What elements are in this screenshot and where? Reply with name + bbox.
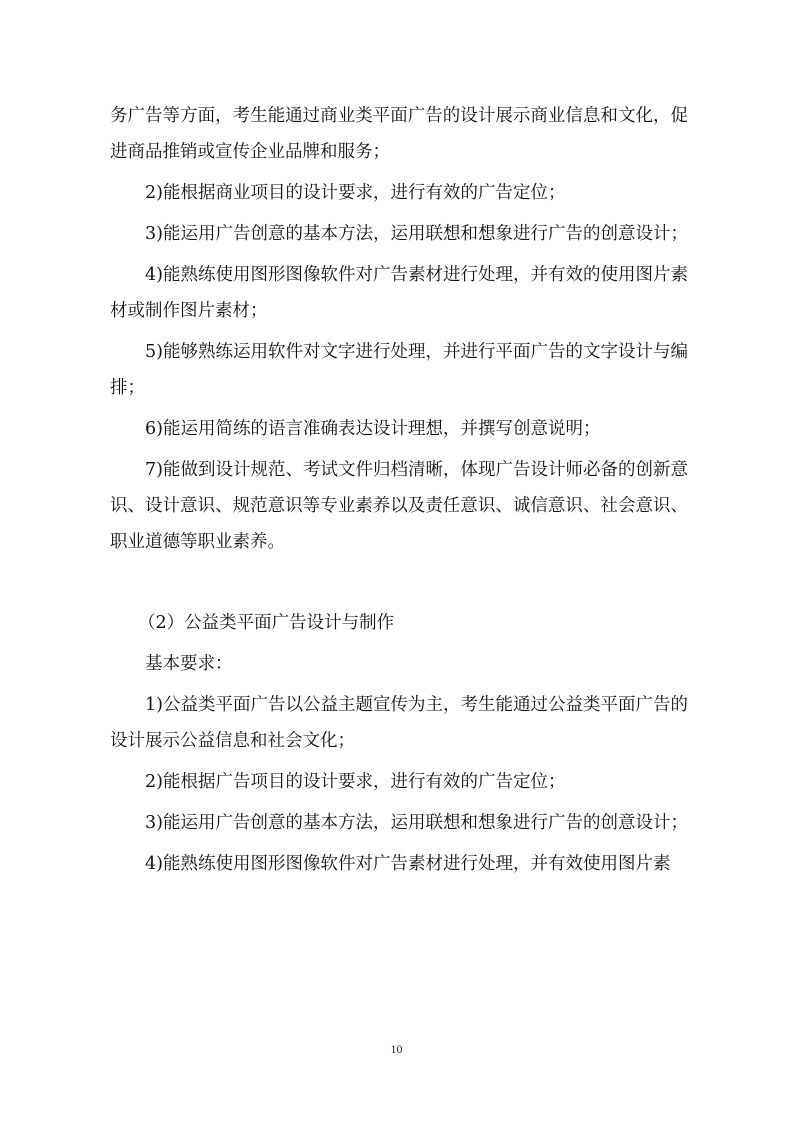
page-number: 10 (390, 1042, 403, 1056)
page-body (110, 98, 688, 887)
section2-item-3: 3)能运用广告创意的基本方法，运用联想和想象进行广告的创意设计； (145, 813, 688, 833)
section2-item-2: 2)能根据广告项目的设计要求，进行有效的广告定位； (145, 772, 566, 792)
section1-item-6: 6)能运用简练的语言准确表达设计理想，并撰写创意说明； (145, 419, 601, 439)
section2-item-4: 4)能熟练使用图形图像软件对广告素材进行处理，并有效使用图片素 (145, 854, 671, 874)
section-spacer (110, 565, 688, 605)
section2-heading: （2）公益类平面广告设计与制作 (138, 613, 395, 633)
section1-item-3: 3)能运用广告创意的基本方法，运用联想和想象进行广告的创意设计； (145, 224, 688, 244)
section1-continuation: 务广告等方面，考生能通过商业类平面广告的设计展示商业信息和文化，促进商品推销或宣传企业品牌和服务； (110, 106, 688, 162)
section1-item-5: 5)能够熟练运用软件对文字进行处理，并进行平面广告的文字设计与编排； (110, 342, 688, 398)
section1-item-7: 7)能做到设计规范、考试文件归档清晰，体现广告设计师必备的创新意识、设计意识、规范意识等专业素养以及责任意识、诚信意识、社会意识、职业道德等职业素养。 (110, 460, 688, 552)
section2-subheading: 基本要求： (145, 654, 233, 674)
section2-item-1: 1)公益类平面广告以公益主题宣传为主，考生能通过公益类平面广告的设计展示公益信息和社会文化； (110, 695, 688, 751)
section1-item-4: 4)能熟练使用图形图像软件对广告素材进行处理，并有效的使用图片素材或制作图片素材； (110, 265, 688, 321)
section1-item-2: 2)能根据商业项目的设计要求，进行有效的广告定位； (145, 183, 566, 203)
